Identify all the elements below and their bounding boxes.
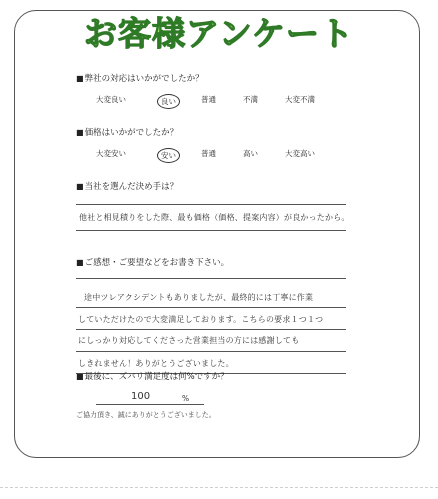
q4-answer-line[interactable]: していただけたので大変満足しております。こちらの要求１つ１つ: [78, 315, 324, 324]
q4-question: ■ ご感想・ご要望などをお書き下さい。: [76, 256, 229, 268]
q1-option-very-dissatisfied[interactable]: 大変不満: [285, 95, 315, 104]
q3-answer[interactable]: 他社と相見積りをした際、最も価格（価格、提案内容）が良かったから。: [79, 213, 350, 222]
q2-question: ■ 価格はいかがでしたか？: [76, 126, 178, 138]
q4-answer-line[interactable]: しきれません！ありがとうございました。: [78, 359, 234, 368]
q1-option-normal[interactable]: 普通: [201, 95, 216, 104]
q4-answer-line[interactable]: 途中ツレアクシデントもありましたが、最終的には丁寧に作業: [84, 293, 314, 302]
q4-line-2: [76, 307, 346, 308]
q4-answer-line[interactable]: にしっかり対応してくださった営業担当の方には感謝しても: [78, 336, 300, 345]
q2-option-expensive[interactable]: 高い: [243, 149, 258, 158]
q2-option-very-cheap[interactable]: 大変安い: [96, 149, 126, 158]
q5-satisfaction-value[interactable]: 100: [131, 391, 151, 402]
q2-option-cheap-selected[interactable]: 安い: [157, 148, 180, 163]
q2-option-very-expensive[interactable]: 大変高い: [285, 149, 315, 158]
survey-title: お客様アンケート: [83, 14, 355, 53]
q4-line-4: [76, 351, 346, 352]
q5-percent-unit: %: [182, 394, 190, 403]
q4-line-1: [76, 278, 346, 279]
q1-options: [0, 94, 438, 106]
q2-options: [0, 148, 438, 160]
q3-line-1: [76, 204, 346, 205]
q5-question: ■ 最後に、ズバリ満足度は何%ですか？: [76, 370, 229, 382]
q5-answer-line: [96, 404, 204, 405]
q3-question: ■ 当社を選んだ決め手は？: [76, 180, 178, 192]
q2-option-normal[interactable]: 普通: [201, 149, 216, 158]
survey-card: [14, 10, 420, 458]
q1-option-good-selected[interactable]: 良い: [157, 94, 180, 109]
dashed-divider: [0, 487, 438, 488]
q1-question: ■ 弊社の対応はいかがでしたか？: [76, 72, 204, 84]
q4-line-3: [76, 329, 346, 330]
q1-option-very-good[interactable]: 大変良い: [96, 95, 126, 104]
q1-option-dissatisfied[interactable]: 不満: [243, 95, 258, 104]
q3-line-2: [76, 230, 346, 231]
thanks-message: ご協力頂き、誠にありがとうございました。: [76, 411, 216, 419]
